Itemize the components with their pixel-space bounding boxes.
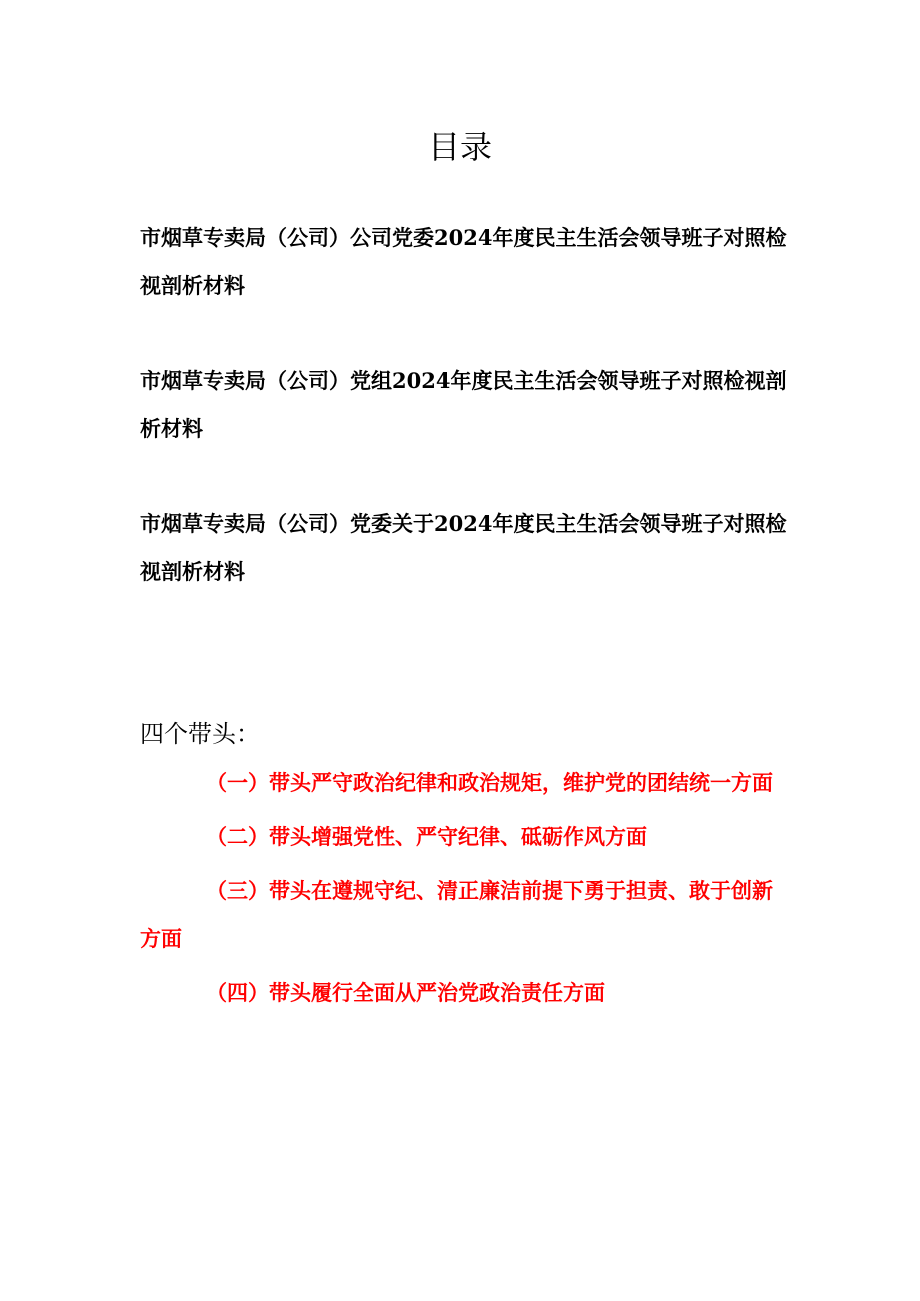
- table-of-contents: [140, 214, 790, 643]
- toc-entry-1[interactable]: 市烟草专卖局（公司）公司党委2024年度民主生活会领导班子对照检视剖析材料: [140, 225, 787, 298]
- section-heading-four-leads: 四个带头：: [140, 720, 260, 748]
- toc-entry-2[interactable]: 市烟草专卖局（公司）党组2024年度民主生活会领导班子对照检视剖析材料: [140, 368, 787, 441]
- lead-item-4: （四）带头履行全面从严治党政治责任方面: [206, 980, 605, 1005]
- lead-item-3: （三）带头在遵规守纪、清正廉洁前提下勇于担责、敢于创新方面: [140, 878, 773, 951]
- lead-item-2: （二）带头增强党性、严守纪律、砥砺作风方面: [206, 824, 647, 849]
- page-title: 目录: [427, 128, 492, 166]
- four-leads-list: [140, 759, 790, 1023]
- lead-item-1: （一）带头严守政治纪律和政治规矩，维护党的团结统一方面: [206, 770, 773, 795]
- toc-entry-3[interactable]: 市烟草专卖局（公司）党委关于2024年度民主生活会领导班子对照检视剖析材料: [140, 511, 787, 584]
